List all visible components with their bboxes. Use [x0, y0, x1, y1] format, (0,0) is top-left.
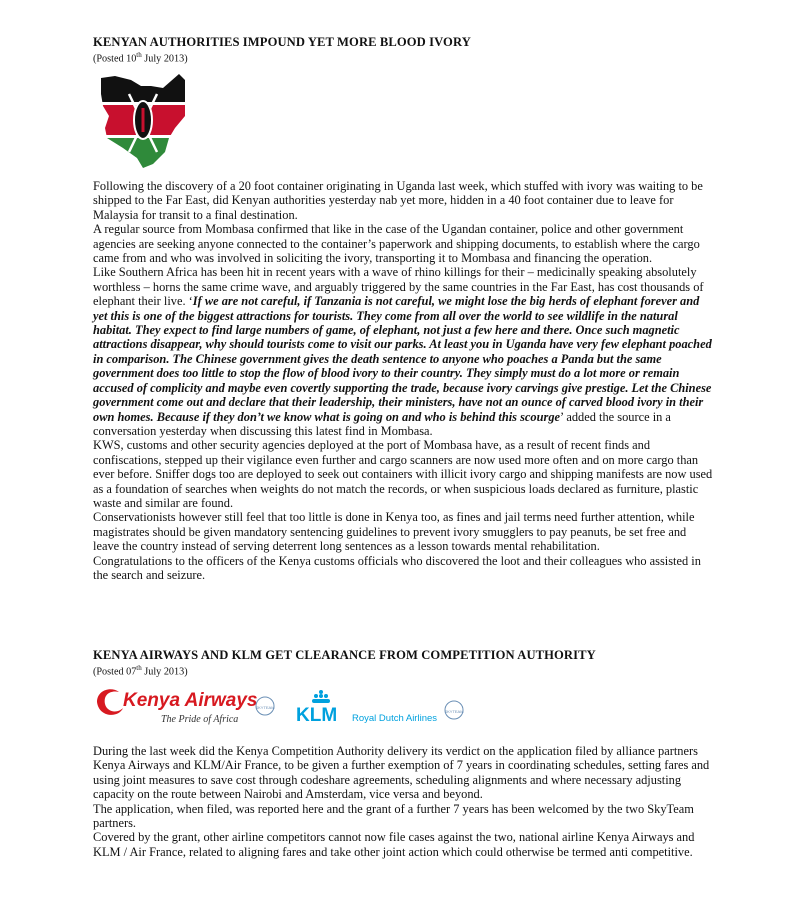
- kenya-flag-map-image: [93, 72, 193, 172]
- kenya-airways-wordmark: Kenya Airways: [123, 690, 258, 711]
- article2-paragraph: Covered by the grant, other airline competitors cannot now file cases against the two, national airline Kenya Airways and KLM / Air France, related to aligning fares and take other joint action which could otherwise be termed anti competitive.: [93, 830, 695, 859]
- article1-posted-date: (Posted 10th July 2013): [93, 51, 188, 65]
- article2-paragraph: The application, when filed, was reported here and the grant of a further 7 years has been welcomed by the two SkyTeam partners.: [93, 801, 694, 831]
- svg-text:SKYTEAM: SKYTEAM: [255, 705, 275, 710]
- article1-paragraph: KWS, customs and other security agencies deployed at the port of Mombasa have, as a result of recent finds and confiscations, stepped up their vigilance even further and cargo scanners are now used more often and on more cargo than ever before. Sniffer dogs too are deployed to seek out containers with illicit ivory cargo and shipping manifests are now used as a foundation of searches when weights do not match the records, or when suspicious loads declared as furniture, plastic waste and similar are found.: [93, 438, 713, 510]
- article1-headline: KENYAN AUTHORITIES IMPOUND YET MORE BLOOD IVORY: [93, 35, 471, 49]
- article1-body: [93, 179, 715, 582]
- kenya-airways-logo: [93, 682, 278, 734]
- klm-logo: [292, 688, 467, 730]
- kenya-airways-emblem-icon: [97, 689, 123, 715]
- article1-paragraph: A regular source from Mombasa confirmed that like in the case of the Ugandan container, police and other government agencies are seeking anyone connected to the container’s paperwork and shipping documents, to establish where the cargo came from and who was involved in soliciting the ivory, transporting it to Mombasa and financing the operation.: [93, 222, 700, 266]
- article2-headline: KENYA AIRWAYS AND KLM GET CLEARANCE FROM COMPETITION AUTHORITY: [93, 648, 596, 662]
- article2-body: [93, 744, 715, 859]
- article2-paragraph: During the last week did the Kenya Competition Authority delivery its verdict on the application filed by alliance partners Kenya Airways and KLM/Air France, to be given a further exemption of 7 years in coordinating schedules, setting fares and using joint measures to save cost through codeshare agreements, scheduling alignments and where necessary adjusting capacity on the route between Nairobi and Amsterdam, vice versa and beyond.: [93, 744, 710, 802]
- article1-paragraph: Following the discovery of a 20 foot container originating in Uganda last week, which stuffed with ivory was waiting to be shipped to the Far East, did Kenyan authorities yesterday nab yet more, hidden in a 40 foot container due to leave for Malaysia for transit to a final destination.: [93, 179, 703, 222]
- kenya-airways-tagline: The Pride of Africa: [161, 714, 239, 725]
- article1-paragraph: Like Southern Africa has been hit in recent years with a wave of rhino killings for their – medicinally speaking absolutely worthless – horns the same crime wave, and arguably triggered by the same countries in the Far East, has cost thousands of elephant their live. ‘If we are not careful, if Tanzania is not careful, we might lose the big herds of elephant forever and yet this is one of the biggest attractions for tourists. They come from all over the world to see wildlife in the natural habitat. They expect to find large numbers of game, of elephant, not just a few here and there. Once such magnetic attractions disappear, why should tourists come to visit our parks. At least you in Uganda have very few elephant poached in comparison. The Chinese government gives the death sentence to anyone who poaches a Panda but the same government does too little to stop the flow of blood ivory to their country. They simply must do a lot more or remain accused of complicity and maybe even covertly supporting the trade, because ivory carvings give prestige. Let the Chinese government come out and declare that their leadership, their ministers, have not an ounce of carved blood ivory in their own homes. Because if they don’t we know what is going on and who is behind this scourge’ added the source in a conversation yesterday when discussing this latest find in Mombasa.: [93, 265, 712, 438]
- klm-tagline: Royal Dutch Airlines: [352, 713, 438, 724]
- article2-posted-date: (Posted 07th July 2013): [93, 664, 188, 678]
- quote-text: If we are not careful, if Tanzania is not careful, we might lose the big herds of elephant forever and yet this is one of the biggest attractions for tourists. They come from all over the world to see wildlife in the natural habitat. They expect to find large numbers of game, of elephant, not just a few here and there. Once such magnetic attractions disappear, why should tourists come to visit our parks. At least you in Uganda have very few elephant poached in comparison. The Chinese government gives the death sentence to anyone who poaches a Panda but the same government does too little to stop the flow of blood ivory to their country. They simply must do a lot more or remain accused of complicity and maybe even covertly supporting the trade, because ivory carvings give prestige. Let the Chinese government come out and declare that their leadership, their ministers, have not an ounce of carved blood ivory in their own homes. Because if they don’t we know what is going on and who is behind this scourge: [93, 294, 712, 424]
- svg-text:SKYTEAM: SKYTEAM: [444, 709, 464, 714]
- article1-paragraph: Conservationists however still feel that too little is done in Kenya too, as fines and jail terms need further attention, while magistrates should be given mandatory sentencing guidelines to prevent ivory smugglers to pay peanuts, be set free and leave the country instead of serving deterrent long sentences as a lesson towards mental rehabilitation.: [93, 510, 695, 554]
- klm-wordmark: KLM: [296, 705, 338, 726]
- article1-paragraph: Congratulations to the officers of the Kenya customs officials who discovered the loot and their colleagues who assisted in the search and seizure.: [93, 553, 701, 582]
- klm-crown-icon: [312, 690, 330, 703]
